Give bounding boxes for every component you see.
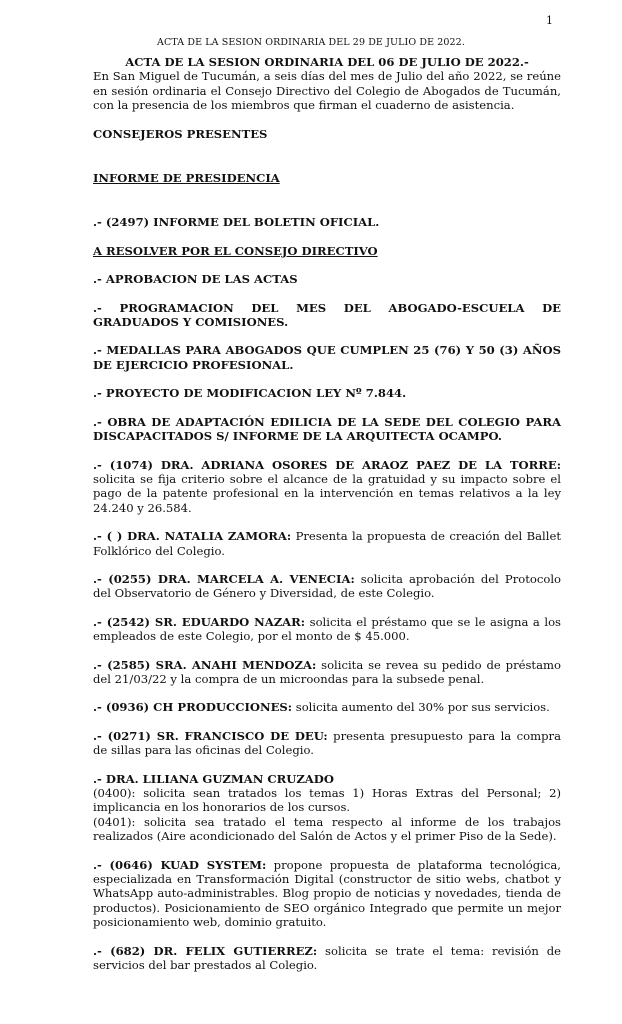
item-head: .- (0936) CH PRODUCCIONES: (93, 700, 293, 715)
item-head: .- ( ) DRA. NATALIA ZAMORA: (93, 529, 292, 544)
agenda-item (93, 458, 561, 516)
item-text: Presenta la propuesta de creación del Ballet Folklórico del Colegio. (93, 529, 561, 558)
consejeros-heading: CONSEJEROS PRESENTES (93, 126, 268, 141)
running-header: ACTA DE LA SESION ORDINARIA DEL 29 DE JULIO DE 2022. (157, 37, 465, 48)
item-text: presenta presupuesto para la compra de sillas para las oficinas del Colegio. (93, 728, 561, 758)
agenda-item (93, 700, 561, 714)
agenda-item (93, 572, 561, 601)
item-head: .- (0646) KUAD SYSTEM: (93, 857, 267, 872)
item-head: .- (0255) DRA. MARCELA A. VENECIA: (93, 571, 355, 586)
agenda-item (93, 858, 561, 930)
agenda-item (93, 729, 561, 758)
guzman-line: (0400): solicita sean tratados los temas 1) Horas Extras del Personal; 2) implicancia en los honorarios de los cursos. (93, 786, 561, 815)
item-head: .- (1074) DRA. ADRIANA OSORES DE ARAOZ PAEZ DE LA TORRE: (93, 457, 561, 472)
item-head: .- (682) DR. FELIX GUTIERREZ: (93, 943, 318, 958)
guzman-head: .- DRA. LILIANA GUZMAN CRUZADO (93, 771, 334, 786)
item-head: .- (2585) SRA. ANAHI MENDOZA: (93, 657, 317, 672)
item-text: solicita se fija criterio sobre el alcance de la gratuidad y su impacto sobre el pago de la patente profesional en la intervención en temas relativos a la ley 24.240 y 26.584. (93, 471, 561, 515)
agenda-item (93, 658, 561, 687)
boletin-item: .- (2497) INFORME DEL BOLETIN OFICIAL. (93, 215, 380, 230)
agenda-item (93, 944, 561, 973)
item-text: solicita el préstamo que se le asigna a los empleados de este Colegio, por el monto de $ 45.000. (93, 614, 561, 644)
item-text: solicita aprobación del Protocolo del Observatorio de Género y Diversidad, de este Colegio. (93, 571, 562, 601)
agenda-item: .- PROYECTO DE MODIFICACION LEY Nº 7.844. (93, 386, 407, 401)
agenda-item: .- PROGRAMACION DEL MES DEL ABOGADO-ESCUELA DE GRADUADOS Y COMISIONES. (93, 300, 561, 330)
agenda-item: .- OBRA DE ADAPTACIÓN EDILICIA DE LA SEDE DEL COLEGIO PARA DISCAPACITADOS S/ INFORME DE LA ARQUITECTA OCAMPO. (93, 414, 561, 444)
intro-paragraph: En San Miguel de Tucumán, a seis días del mes de Julio del año 2022, se reúne en sesión ordinaria el Consejo Directivo del Colegio de Abogados de Tucumán, con la presencia de los miembros que firman el cuaderno de asistencia. (93, 69, 561, 113)
page-number: 1 (546, 14, 553, 27)
a-resolver-heading: A RESOLVER POR EL CONSEJO DIRECTIVO (93, 243, 378, 258)
agenda-item (93, 615, 561, 644)
agenda-item: .- APROBACION DE LAS ACTAS (93, 272, 298, 287)
item-text: solicita se trate el tema: revisión de servicios del bar prestados al Colegio. (93, 943, 561, 973)
item-head: .- (2542) SR. EDUARDO NAZAR: (93, 614, 306, 629)
document-title: ACTA DE LA SESION ORDINARIA DEL 06 DE JULIO DE 2022.- (125, 55, 529, 69)
item-text: propone propuesta de plataforma tecnológica, especializada en Transformación Digital (constructor de sitio webs, chatbot y WhatsApp auto-administrables. Blog propio de noticias y novedades, tienda de productos). Posicionamiento de SEO orgánico Integrado que permite un mejor posicionamiento web, dominio gratuito. (93, 857, 561, 930)
agenda-item (93, 529, 561, 558)
agenda-item: .- MEDALLAS PARA ABOGADOS QUE CUMPLEN 25 (76) Y 50 (3) AÑOS DE EJERCICIO PROFESIONAL. (93, 343, 561, 372)
informe-presidencia-heading: INFORME DE PRESIDENCIA (93, 171, 280, 186)
item-text: solicita aumento del 30% por sus servicios. (292, 700, 550, 715)
guzman-line: (0401): solicita sea tratado el tema respecto al informe de los trabajos realizados (Aire acondicionado del Salón de Actos y el primer Piso de la Sede). (93, 814, 561, 844)
item-text: solicita se revea su pedido de préstamo del 21/03/22 y la compra de un microondas para la subsede penal. (93, 657, 561, 686)
document-body (93, 55, 561, 972)
item-head: .- (0271) SR. FRANCISCO DE DEU: (93, 728, 328, 743)
